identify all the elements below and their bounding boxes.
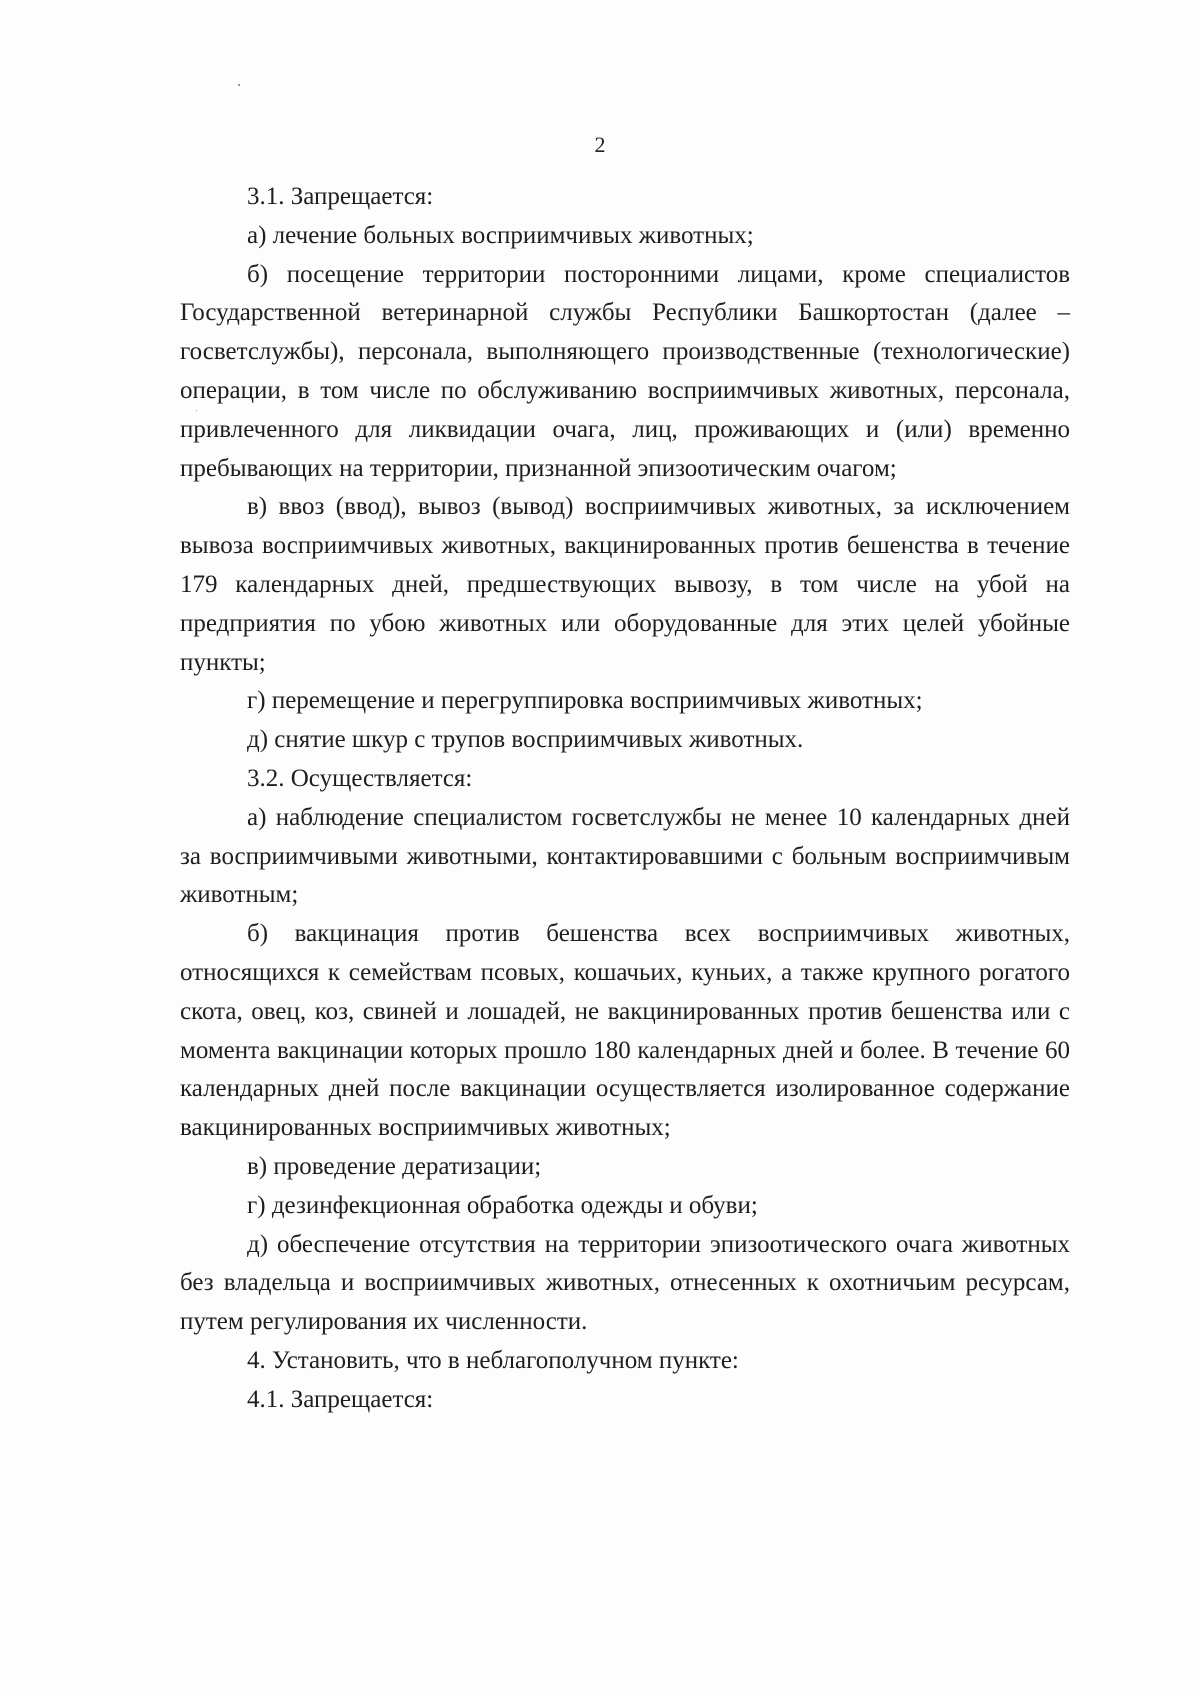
page-number: 2: [594, 132, 606, 157]
list-item-3-1-a: а) лечение больных восприимчивых животных;: [247, 221, 754, 249]
list-item-3-1-d: д) снятие шкур с трупов восприимчивых животных.: [247, 726, 804, 754]
list-item-3-2-v: в) проведение дератизации;: [247, 1152, 542, 1180]
list-item-3-1-b: б) посещение территории посторонними лицами, кроме специалистов Государственной ветеринарной службы Республики Башкортостан (далее – госветслужбы), персонала, выполняющего производственные (технологические) операции, в том числе по обслуживанию восприимчивых животных, персонала, привлеченного для ликвидации очага, лиц, проживающих и (или) временно пребывающих на территории, признанной эпизоотическим очагом;: [180, 260, 1070, 482]
list-item-3-2-b: б) вакцинация против бешенства всех восприимчивых животных, относящихся к семействам псовых, кошачьих, куньих, а также крупного рогатого скота, овец, коз, свиней и лошадей, не вакцинированных против бешенства или с момента вакцинации которых прошло 180 календарных дней и более. В течение 60 календарных дней после вакцинации осуществляется изолированное содержание вакцинированных восприимчивых животных;: [180, 920, 1070, 1142]
scan-speck: [238, 84, 240, 86]
list-item-3-2-a: а) наблюдение специалистом госветслужбы не менее 10 календарных дней за восприимчивыми животными, контактировавшими с больным восприимчивым животным;: [180, 803, 1070, 909]
list-item-3-2-d: д) обеспечение отсутствия на территории эпизоотического очага животных без владельца и восприимчивых животных, отнесенных к охотничьим ресурсам, путем регулирования их численности.: [180, 1230, 1070, 1336]
list-item-3-2-g: г) дезинфекционная обработка одежды и обуви;: [247, 1191, 758, 1219]
document-body: [180, 178, 1070, 1420]
list-item-3-1-g: г) перемещение и перегруппировка восприимчивых животных;: [247, 687, 923, 715]
section-heading-3-1: 3.1. Запрещается:: [247, 183, 434, 210]
list-item-3-1-v: в) ввоз (ввод), вывоз (вывод) восприимчивых животных, за исключением вывоза восприимчивых животных, вакцинированных против бешенства в течение 179 календарных дней, предшествующих вывозу, в том числе на убой на предприятия по убою животных или оборудованные для этих целей убойные пункты;: [180, 493, 1070, 676]
section-heading-3-2: 3.2. Осуществляется:: [247, 764, 473, 792]
section-heading-4: 4. Установить, что в неблагополучном пункте:: [247, 1346, 739, 1374]
section-heading-4-1: 4.1. Запрещается:: [247, 1385, 434, 1413]
